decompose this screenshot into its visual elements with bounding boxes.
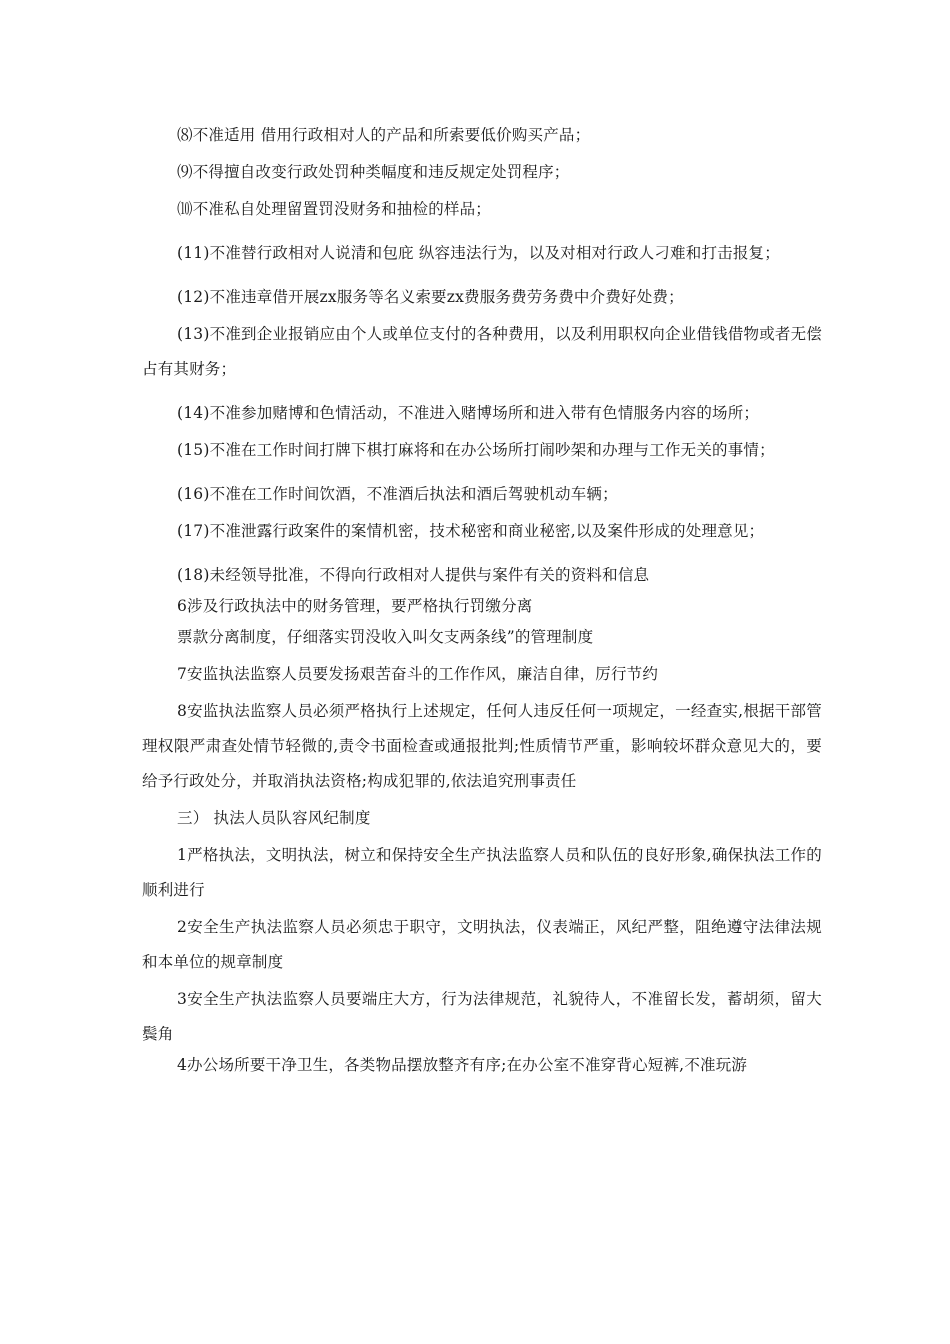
item-7: 7安监执法监察人员要发扬艰苦奋斗的工作作风，廉洁自律，厉行节约 xyxy=(177,665,659,683)
clause-12: (12)不准违章借开展zx服务等名义索要zx费服务费劳务费中介费好处费； xyxy=(177,288,684,306)
conduct-rule-4: 4办公场所要干净卫生，各类物品摆放整齐有序;在办公室不准穿背心短裤,不准玩游 xyxy=(177,1056,748,1074)
clause-13: (13)不准到企业报销应由个人或单位支付的各种费用，以及利用职权向企业借钱借物或者无偿占有其财务； xyxy=(142,325,822,378)
clause-14: (14)不准参加赌博和色情活动，不准进入赌博场所和进入带有色情服务内容的场所； xyxy=(177,404,760,422)
item-6-continued: 票款分离制度，仔细落实罚没收入叫攵支两条线”的管理制度 xyxy=(177,628,594,646)
clause-16: (16)不准在工作时间饮酒，不准酒后执法和酒后驾驶机动车辆； xyxy=(177,485,618,503)
section-heading-3: 三） 执法人员队容风纪制度 xyxy=(177,809,371,827)
clause-10: ⑽不准私自处理留置罚没财务和抽检的样品； xyxy=(177,200,492,218)
clause-15: (15)不准在工作时间打牌下棋打麻将和在办公场所打闹吵架和办理与工作无关的事情； xyxy=(177,441,775,459)
clause-11: (11)不准替行政相对人说清和包庇 纵容违法行为，以及对相对行政人刁难和打击报复； xyxy=(177,244,780,262)
conduct-rule-2: 2安全生产执法监察人员必须忠于职守，文明执法，仪表端正，风纪严整，阻绝遵守法律法规和本单位的规章制度 xyxy=(142,918,822,971)
clause-8: ⑻不准适用 借用行政相对人的产品和所索要低价购买产品； xyxy=(177,126,591,144)
clause-9: ⑼不得擅自改变行政处罚种类幅度和违反规定处罚程序； xyxy=(177,163,570,181)
item-8: 8安监执法监察人员必须严格执行上述规定，任何人违反任何一项规定，一经查实,根据干部管理权限严肃查处情节轻微的,责令书面检查或通报批判;性质情节严重，影响较坏群众意见大的，要给予行政处分，并取消执法资格;构成犯罪的,依法追究刑事责任 xyxy=(142,702,822,790)
item-6: 6涉及行政执法中的财务管理，要严格执行罚缴分离 xyxy=(177,597,533,615)
conduct-rule-1: 1严格执法，文明执法，树立和保持安全生产执法监察人员和队伍的良好形象,确保执法工作的顺利进行 xyxy=(142,846,822,899)
conduct-rule-3: 3安全生产执法监察人员要端庄大方，行为法律规范，礼貌待人，不准留长发，蓄胡须，留大鬓角 xyxy=(142,990,822,1043)
document-body xyxy=(142,118,822,1083)
clause-18: (18)未经领导批准，不得向行政相对人提供与案件有关的资料和信息 xyxy=(177,566,650,584)
clause-17: (17)不准泄露行政案件的案情机密，技术秘密和商业秘密,以及案件形成的处理意见； xyxy=(177,522,765,540)
